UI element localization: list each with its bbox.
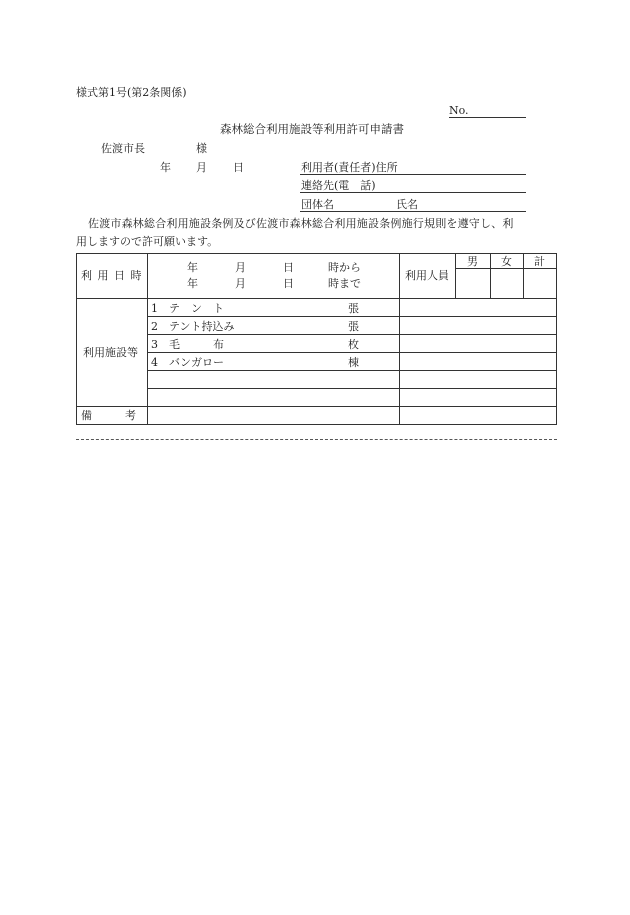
- total-label: 計: [534, 255, 545, 268]
- no-label: No.: [449, 104, 469, 117]
- facility-1-name: テ ン ト: [169, 302, 224, 315]
- facility-1-unit: 張: [348, 302, 359, 315]
- cut-line: [76, 439, 557, 440]
- date-year-label: 年: [160, 161, 171, 174]
- application-table: [76, 253, 557, 425]
- date-month-label: 月: [196, 161, 207, 174]
- to-year-label: 年: [187, 277, 198, 290]
- facility-3-no: 3: [151, 338, 158, 351]
- from-year-label: 年: [187, 261, 198, 274]
- facility-3-unit: 枚: [348, 338, 359, 351]
- to-day-label: 日: [283, 277, 294, 290]
- contact-field-line[interactable]: [300, 192, 526, 193]
- address-field-line[interactable]: [300, 174, 526, 175]
- facility-4-unit: 棟: [348, 356, 359, 369]
- body-text-line1: 佐渡市森林総合利用施設条例及び佐渡市森林総合利用施設条例施行規則を遵守し、利: [88, 217, 514, 230]
- form-number: 様式第1号(第2条関係): [76, 86, 187, 99]
- no-underline: [449, 117, 526, 118]
- group-name-field-line[interactable]: [300, 211, 526, 212]
- document-title: 森林総合利用施設等利用許可申請書: [220, 122, 404, 136]
- applicant-group-label: 団体名: [301, 198, 334, 211]
- usage-date-label: 利 用 日 時: [81, 269, 143, 282]
- applicant-contact-label: 連絡先(電 話): [301, 179, 376, 192]
- remarks-label: 備 考: [81, 409, 136, 422]
- facilities-label: 利用施設等: [83, 346, 138, 359]
- facility-2-name: テント持込み: [169, 320, 235, 333]
- applicant-address-label: 利用者(責任者)住所: [301, 161, 398, 174]
- facility-1-no: 1: [151, 302, 158, 315]
- male-label: 男: [467, 255, 478, 268]
- to-month-label: 月: [235, 277, 246, 290]
- facility-2-no: 2: [151, 320, 158, 333]
- facility-3-name: 毛 布: [169, 338, 224, 351]
- from-time-label: 時から: [328, 261, 361, 274]
- facility-2-unit: 張: [348, 320, 359, 333]
- from-day-label: 日: [283, 261, 294, 274]
- to-time-label: 時まで: [328, 277, 361, 290]
- addressee-honorific: 様: [196, 142, 207, 155]
- facility-4-name: バンガロー: [169, 356, 224, 369]
- date-day-label: 日: [233, 161, 244, 174]
- from-month-label: 月: [235, 261, 246, 274]
- female-label: 女: [501, 255, 512, 268]
- users-count-label: 利用人員: [405, 269, 449, 282]
- applicant-name-label: 氏名: [396, 198, 418, 211]
- addressee-name: 佐渡市長: [101, 142, 145, 155]
- body-text-line2: 用しますので許可願います。: [76, 235, 219, 248]
- facility-4-no: 4: [151, 356, 158, 369]
